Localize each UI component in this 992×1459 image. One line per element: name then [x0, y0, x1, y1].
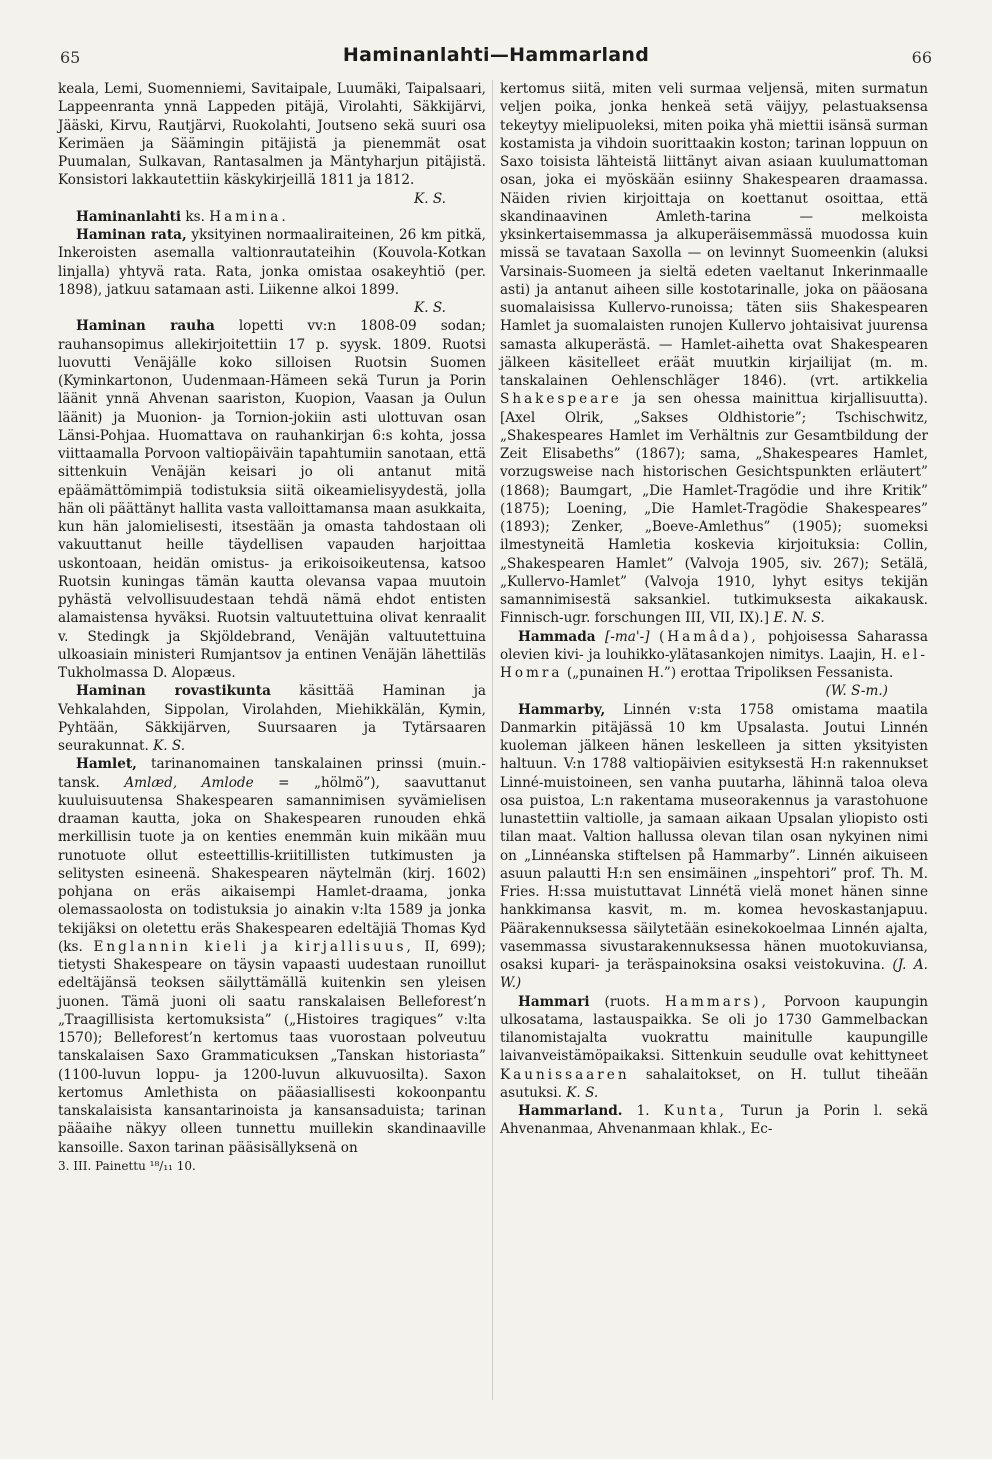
entry-hamlet: Hamlet, tarinanomainen tanskalainen prinssi (muin.-tansk. Amlæd, Amlode = „hölmö”), saavuttanut kuuluisuutensa Shakespearen samannimisen syvämielisen draaman kautta, joka on Shakespearen runouden ehkä merkillisin tuote ja on kenties enemmän kuin mikään muu runotuote ollut esteettillis-kriitillisten tutkimusten ja selitysten esineenä. Shakespearen näytelmän (kirj. 1602) pohjana on eräs aikaisempi Hamlet-draama, jonka olemassaolosta on todistuksia jo ainakin v:lta 1589 ja jonka tekijäksi on oletettu eräs Shakespearen edeltäjiä Thomas Kyd (ks. Englannin kieli ja kirjallisuus, II, 699); tietysti Shakespeare on täysin vapaasti uudestaan runoillut edeltäjänsä teoksen säilyttämällä kuitenkin sen yleisen juonen. Tämä juoni oli saatu ranskalaisen Belleforest’n „Traagillisista kertomuksista” („Histoires tragiques” v:lta 1570); Belleforest’n kertomus taas vuorostaan polveutuu tanskalaisen Saxo Grammaticuksen „Tanskan historiasta” (1100-luvun loppu- ja 1200-luvun alkuvuosilta). Saxon kertomus Amlethista on pääasiallisesti kokoonpantu tanskalaisista kansantarinoista ja kansansaduista; tarinan pääaihe näkyy olleen tunnettu muillekin skandinaaville kansoille. Saxon tarinan pääsisällyksenä on [58, 756, 487, 1156]
author-signature: K. S. [566, 1084, 599, 1101]
entry-hammarland: Hammarland. 1. Kunta, Turun ja Porin l. sekä Ahvenanmaa, Ahvenanmaan khlak., Ec- [500, 1103, 929, 1138]
entry-haminan-rovastikunta: Haminan rovastikunta käsittää Haminan ja Vehkalahden, Sippolan, Virolahden, Miehikkälän, Kymin, Pyhtään, Säkkijärven, Suursaaren ja Tytärsaaren seurakunnat. K. S. [58, 683, 487, 754]
page-number-right: 66 [911, 48, 932, 67]
entry-headword: Hamlet, [76, 756, 137, 773]
cross-reference: Englannin kieli ja kirjallisuus, [93, 938, 414, 955]
cross-reference: Shakespeare [500, 391, 622, 408]
author-signature: (W. S-m.) [825, 683, 888, 700]
column-divider [492, 80, 493, 1400]
cross-reference: Hamina. [209, 208, 289, 225]
entry-headword: Haminan rovastikunta [76, 683, 271, 700]
entry-headword: Haminan rata, [76, 227, 187, 243]
cross-reference: Kaunissaaren [500, 1066, 630, 1083]
entry-haminan-rauha: Haminan rauha lopetti vv:n 1808-09 sodan; rauhansopimus allekirjoitettiin 17 p. syysk. 1809. Ruotsi luovutti Venäjälle koko silloisen Ruotsin Suomen (Kyminkartonon, Uudenmaan-Hämeen sekä Turun ja Porin läänit ynnä Ahvenan saariston, Kuopion, Vaasan ja Oulun läänit) ja Muonion- ja Tornion-jokiin asti ulottuvan osan Länsi-Pohjaa. Huomattava on rauhankirjan 6:s kohta, jossa viittaamalla Porvoon valtiopäiväin tapahtumiin sanotaan, että sittenkuin Venäjän keisari jo oli antanut mitä epäämättömimpiä todistuksia siitä oikeamielisyydestä, jolla hän oli päättänyt hallita vasta valloittamansa maan asukkaita, kun hän jalomielisesti, itsestään ja omasta tahdostaan oli vakuuttanut heille täydellisen vapauden harjoittaa uskontoaan, heidän omistus- ja erikoisoikeutensa, katsoo Ruotsin kuningas tämän kautta olevansa vapaa muutoin pyhästä velvollisuudestaan tehdä nämä ehdot entisten alamaistensa hyväksi. Ruotsin valtuutettuina olivat kenraalit v. Stedingk ja Skjöldebrand, Venäjän valtuutettuina ulkoasiain ministeri Rumjantsov ja entinen Venäjän lähettiläs Tukholmassa D. Alopæus. [58, 318, 486, 681]
running-title: Haminanlahti—Hammarland [342, 44, 650, 66]
entry-hammari: Hammari (ruots. Hammars), Porvoon kaupungin ulkosatama, lastauspaikka. Se oli jo 1730 Gammelbackan tilanomistajalta vuokrattu mainitulle kaupungille laivanveistämöpaikaksi. Sittenkuin seudulle ovat kehittyneet Kaunissaaren sahalaitokset, on H. tullut tiheään asutuksi. K. S. [500, 993, 929, 1101]
author-signature: K. S. [414, 190, 446, 207]
entry-hamlet-continuation: kertomus siitä, miten veli surmaa veljensä, miten surmatun veljen poika, jonka henkeä setä väijyy, pelastuaksensa tekeytyy mielipuoleksi, miten poika yhä miettii isänsä surman kostamista ja vihdoin suorittaakin koston; tarinan loppuun on Saxo toisista lähteistä liittänyt aivan asiaan kuulumattoman osan, joka ei myöskään esiinny Shakespearen draamassa. Näiden rivien kirjoittaja on koettanut osoittaa, että skandinaavinen Amleth-tarina — melkoista yksinkertaisemmassa ja alkuperäisemmässä muodossa kuin missä se tavataan Saxolla — on levinnyt Suomeenkin (aluksi Varsinais-Suomeen ja sieltä edeten vaeltanut Inkerinmaalle asti) ja antanut aiheen sille kostotarinalle, joka on pääosana suomalaisissa Kullervo-runoissa; täten siis Shakespearen Hamlet ja suomalaisten runojen Kullervo johtaisivat juurensa samasta alkuperästä. — Hamlet-aihetta ovat Shakespearen jälkeen käsitelleet eräät muutkin kirjailijat (m. m. tanskalainen Oehlenschläger 1846). (vrt. artikkelia Shakespeare ja sen ohessa mainittua kirjallisuutta). [Axel Olrik, „Sakses Oldhistorie”; Tschischwitz, „Shakespeares Hamlet im Verhältnis zur Gesamtbildung der Zeit Elisabeths” (1867); sama, „Shakespeares Hamlet, vorzugsweise nach historischen Gesichtspunkten erläutert” (1868); Baumgart, „Die Hamlet-Tragödie und ihre Kritik” (1875); Loening, „Die Hamlet-Tragödie Shakespeares” (1893); Zenker, „Boeve-Amlethus” (1905); suomeksi ilmestyneitä Hamletia koskevia kirjoituksia: Collin, „Shakespearen Hamlet” (Valvoja 1905, siv. 267); Setälä, „Kullervo-Hamlet” (Valvoja 1910, lyhyt esitys tekijän samannimisestä saksankiel. tutkimuksesta aikakausk. Finnisch-ugr. forschungen III, VII, IX).] E. N. S. [500, 81, 928, 627]
author-signature: E. N. S. [773, 610, 825, 627]
page-number-left: 65 [60, 48, 81, 67]
right-column [500, 80, 928, 1139]
entry-continuation: keala, Lemi, Suomenniemi, Savitaipale, Luumäki, Taipalsaari, Lappeenranta ynnä Lappeden pitäjä, Virolahti, Säkkijärvi, Jääski, Kirvu, Rautjärvi, Ruokolahti, Joutseno sekä suuri osa Kerimäen ja Säämingin pitäjistä ja pienemmät osat Puumalan, Sulkavan, Rantasalmen ja Mäntyharjun pitäjistä. Konsistori lakkautettiin käskykirjeillä 1811 ja 1812. K. S. [58, 81, 486, 207]
entry-hammarby: Hammarby, Linnén v:sta 1758 omistama maatila Danmarkin pitäjässä 10 km Upsalasta. Joutui Linnén kuoleman jälkeen hänen leskelleen ja sitten yksityisten haltuun. V:n 1788 valtiopäivien esityksestä H:n rakennukset Linné-muistoineen, sen vanha puutarha, lähinnä taloa oleva osa puistoa, L:n rakentama museorakennus ja varastohuone lunastettiin valtiolle, ja samaan aikaan Upsalan yliopisto osti tilan maat. Valtion hallussa olevan tilan osan nykyinen nimi on „Linnéanska stiftelsen på Hammarby”. Linnén aikuiseen asuun palautti H:n sen ensimäinen „inspehtori” prof. Th. M. Fries. H:ssa muistuttavat Linnétä vielä monet hänen sinne hankkimansa kasvit, m. m. komea hevoskastanjapuu. Päärakennuksessa säilytetään esinekokoelmaa Linnén ajalta, vasemmassa sivustarakennuksessa hänen muotokuviansa, osaksi kupari- ja teräspainoksina osaksi veistokuvina. (J. A. W.) [500, 701, 928, 992]
entry-headword: Hammari [518, 993, 590, 1010]
entry-hammada: Hammada [-ma'-] (Hamâda), pohjoisessa Saharassa olevien kivi- ja louhikko-ylätasankojen nimitys. Laajin, H. el-Homra („punainen H.”) erottaa Tripoliksen Fessanista. (W. S-m.) [500, 628, 928, 700]
entry-headword: Hammarland. [518, 1103, 623, 1119]
entry-haminan-rata: Haminan rata, yksityinen normaaliraiteinen, 26 km pitkä, Inkeroisten asemalla valtionrautateihin (Kouvola-Kotkan linjalla) yhtyvä rata. Rata, jonka omistaa osakeyhtiö (per. 1898), jatkuu satamaan asti. Liikenne alkoi 1899. K. S. [58, 227, 486, 316]
author-signature: K. S. [153, 738, 186, 754]
print-footer: 3. III. Painettu ¹⁸/₁₁ 10. [58, 1158, 196, 1173]
pronunciation: [-ma'-] [605, 628, 650, 645]
entry-haminanlahti: Haminanlahti ks. Hamina. [76, 208, 289, 225]
entry-headword: Hammarby, [518, 701, 606, 718]
entry-headword: Haminanlahti [76, 208, 182, 225]
author-signature: K. S. [414, 300, 446, 316]
entry-headword: Haminan rauha [76, 318, 215, 335]
entry-headword: Hammada [518, 628, 596, 645]
author-signature: (J. A. W.) [500, 957, 928, 992]
left-column [58, 80, 486, 1175]
page-header [60, 44, 932, 74]
